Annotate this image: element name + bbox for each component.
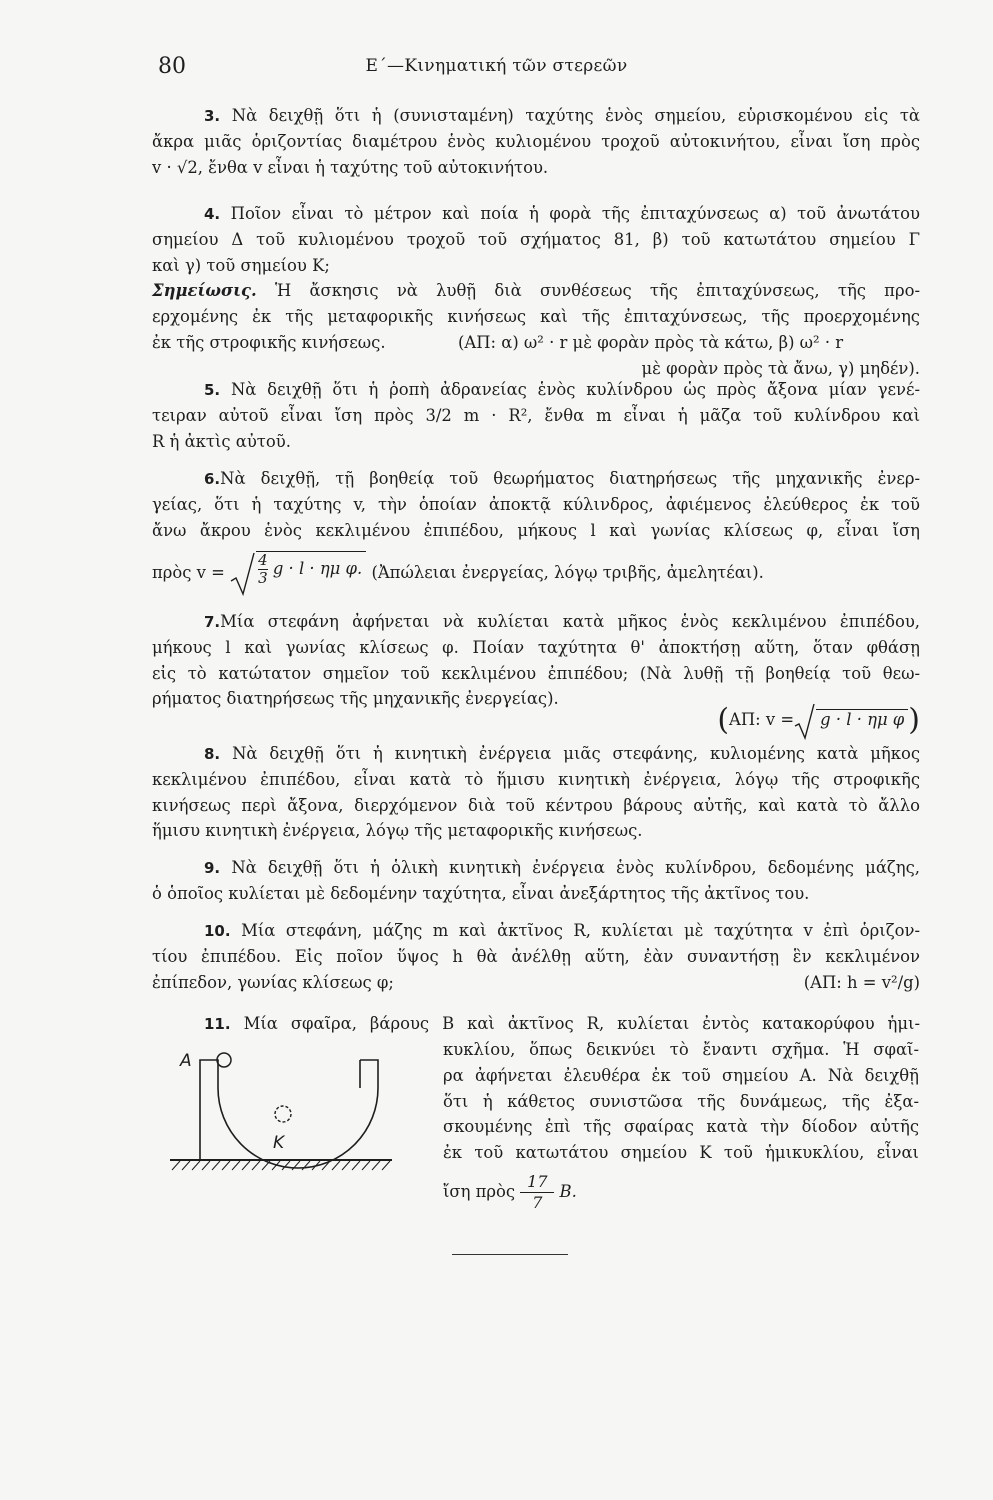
- note-line-1: Σημείωσις. Ἡ ἄσκησις νὰ λυθῇ διὰ συνθέσεως τῆς ἐπιταχύνσεως, τῆς προ-: [152, 281, 920, 301]
- exercise-3-line-3: v · √2, ἔνθα v εἶναι ἡ ταχύτης τοῦ αὐτοκινήτου.: [152, 157, 549, 177]
- exercise-number: 9.: [204, 859, 221, 877]
- exercise-7-line-1: 7.Μία στεφάνη ἀφήνεται νὰ κυλίεται κατὰ μῆκος ἑνὸς κεκλιμένου ἐπιπέδου,: [204, 612, 920, 631]
- exercise-9-line-2: ὁ ὁποῖος κυλίεται μὲ δεδομένην ταχύτητα, εἶναι ἀνεξάρτητος τῆς ἀκτῖνος του.: [152, 883, 810, 903]
- ball-bottom-icon: [275, 1106, 291, 1122]
- radical-sign-icon: [230, 551, 256, 597]
- fraction-17-7: $\frac{17}{7}$: [520, 1172, 554, 1213]
- exercise-10-line-3: ἐπίπεδον, γωνίας κλίσεως φ; (ΑΠ: h = v²/g): [152, 970, 920, 996]
- exercise-11-line-1: 11. Μία σφαῖρα, βάρους B καὶ ἀκτῖνος R, κυλίεται ἐντὸς κατακορύφου ἡμι-: [204, 1014, 920, 1033]
- label-a: A: [180, 1051, 192, 1071]
- exercise-number: 10.: [204, 922, 231, 940]
- exercise-11-line-4: ὅτι ἡ κάθετος συνιστῶσα τῆς δυνάμεως, τῆς ἐξα-: [443, 1091, 919, 1111]
- exercise-10-line-1: 10. Μία στεφάνη, μάζης m καὶ ἀκτῖνος R, κυλίεται μὲ ταχύτητα v ἐπὶ ὁριζον-: [204, 921, 920, 940]
- exercise-8-line-4: ἥμισυ κινητικὴ ἐνέργεια, λόγῳ τῆς μεταφορικῆς κινήσεως.: [152, 821, 643, 841]
- exercise-10-line-2: τίου ἐπιπέδου. Εἰς ποῖον ὕψος h θὰ ἀνέλθῃ αὕτη, ἐὰν συναντήσῃ ἓν κεκλιμένον: [152, 946, 920, 966]
- exercise-11-body: [443, 1037, 919, 1218]
- formula-rest: g · l · ημ φ.: [272, 558, 363, 578]
- note-line-3: ἐκ τῆς στροφικῆς κινήσεως. (ΑΠ: α) ω² · r μὲ φορὰν πρὸς τὰ κάτω, β) ω² · r: [152, 330, 920, 356]
- exercise-8-line-3: κινήσεως περὶ ἄξονα, διερχόμενον διὰ τοῦ κέντρου βάρους αὐτῆς, καὶ κατὰ τὸ ἄλλο: [152, 795, 920, 815]
- exercise-5-line-1: 5. Νὰ δειχθῇ ὅτι ἡ ῥοπὴ ἀδρανείας ἑνὸς κυλίνδρου ὡς πρὸς ἄξονα μίαν γενέ-: [204, 380, 920, 399]
- exercise-number: 8.: [204, 745, 221, 763]
- section-divider: [452, 1254, 568, 1255]
- note-label: Σημείωσις.: [152, 281, 257, 301]
- exercise-number: 4.: [204, 205, 221, 223]
- exercise-7-line-2: μήκους l καὶ γωνίας κλίσεως φ. Ποίαν ταχύτητα θ' ἀποκτήσῃ αὕτη, ὅταν φθάσῃ: [152, 637, 920, 657]
- formula-note: (Ἀπώλειαι ἐνεργείας, λόγῳ τριβῆς, ἀμελητέαι).: [371, 563, 764, 583]
- exercise-8-line-1: 8. Νὰ δειχθῇ ὅτι ἡ κινητικὴ ἐνέργεια μιᾶς στεφάνης, κυλιομένης κατὰ μῆκος: [204, 744, 920, 763]
- note-line-2: ερχομένης ἐκ τῆς μεταφορικῆς κινήσεως καὶ τῆς ἐπιταχύνσεως, τῆς προερχομένης: [152, 307, 920, 327]
- exercise-8-line-2: κεκλιμένου ἐπιπέδου, εἶναι κατὰ τὸ ἥμισυ κινητικὴ ἐνέργεια, λόγῳ τῆς στροφικῆς: [152, 769, 920, 789]
- exercise-5-line-2: τειραν αὐτοῦ εἶναι ἴση πρὸς 3/2 m · R², ἔνθα m εἶναι ἡ μᾶζα τοῦ κυλίνδρου καὶ: [152, 405, 920, 425]
- exercise-11-result: ἴση πρὸς $\frac{17}{7}$ B.: [443, 1171, 577, 1212]
- exercise-11-line-3: ρα ἀφήνεται ἐλευθέρα ἐκ τοῦ σημείου Α. Νὰ δειχθῇ: [443, 1065, 919, 1085]
- exercise-9: [152, 855, 920, 907]
- ball-start-icon: [217, 1053, 231, 1067]
- exercise-10: [152, 918, 920, 995]
- exercise-7: [152, 609, 920, 740]
- exercise-number: 7.: [204, 613, 221, 631]
- exercise-3: [152, 103, 920, 180]
- radical-sign-icon: [794, 702, 816, 740]
- exercise-11-line-5: σκουμένης ἐπὶ τῆς σφαίρας κατὰ τὴν δίοδον αὐτῆς: [443, 1117, 919, 1137]
- exercise-6-formula: [152, 549, 920, 597]
- exercise-6-line-1: 6.Νὰ δειχθῇ, τῇ βοηθείᾳ τοῦ θεωρήματος διατηρήσεως τῆς μηχανικῆς ἐνερ-: [204, 469, 920, 488]
- exercise-6: [152, 466, 920, 597]
- answer-10: (ΑΠ: h = v²/g): [803, 972, 920, 992]
- exercise-4: [152, 201, 920, 382]
- track-shape: [200, 1060, 378, 1168]
- running-title: Ε΄—Κινηματική τῶν στερεῶν: [365, 56, 628, 76]
- exercise-3-line-1: 3. Νὰ δειχθῇ ὅτι ἡ (συνισταμένη) ταχύτης ἑνὸς σημείου, εὑρισκομένου εἰς τὰ: [204, 106, 920, 125]
- exercise-4-line-3: καὶ γ) τοῦ σημείου Κ;: [152, 255, 330, 275]
- answer-4b: μὲ φορὰν πρὸς τὰ ἄνω, γ) μηδέν).: [641, 358, 920, 378]
- semicircle-track-figure: [160, 1048, 400, 1178]
- page-number: 80: [158, 54, 186, 79]
- answer-4a: (ΑΠ: α) ω² · r μὲ φορὰν πρὸς τὰ κάτω, β) ω² · r: [458, 332, 844, 352]
- exercise-number: 3.: [204, 107, 221, 125]
- exercise-11-line-6: ἐκ τοῦ κατωτάτου σημείου Κ τοῦ ἡμικυκλίου, εἶναι: [443, 1143, 919, 1163]
- exercise-6-line-3: ἄνω ἄκρου ἑνὸς κεκλιμένου ἐπιπέδου, μήκους l καὶ γωνίας κλίσεως φ, εἶναι ἴση: [152, 520, 920, 540]
- exercise-9-line-1: 9. Νὰ δειχθῇ ὅτι ἡ ὁλικὴ κινητικὴ ἐνέργεια ἑνὸς κυλίνδρου, δεδομένης μάζης,: [204, 858, 920, 877]
- answer-7: (ΑΠ: v = g · l · ημ φ ): [717, 702, 920, 738]
- exercise-5-line-3: R ἡ ἀκτὶς αὐτοῦ.: [152, 431, 291, 451]
- exercise-4-line-1: 4. Ποῖον εἶναι τὸ μέτρον καὶ ποία ἡ φορὰ τῆς ἐπιταχύνσεως α) τοῦ ἀνωτάτου: [204, 204, 920, 223]
- exercise-6-line-2: γείας, ὅτι ἡ ταχύτης v, τὴν ὁποίαν ἀποκτᾷ κύλινδρος, ἀφιέμενος ἐλεύθερος ἐκ τοῦ: [152, 494, 920, 514]
- exercise-number: 11.: [204, 1015, 231, 1033]
- exercise-7-line-4: ρήματος διατηρήσεως τῆς μηχανικῆς ἐνεργείας).: [152, 689, 559, 709]
- exercise-5: [152, 377, 920, 454]
- exercise-number: 6.: [204, 470, 221, 488]
- exercise-8: [152, 741, 920, 844]
- exercise-3-line-2: ἄκρα μιᾶς ὁριζοντίας διαμέτρου ἑνὸς κυλιομένου τροχοῦ αὐτοκινήτου, εἶναι ἴση πρὸς: [152, 131, 920, 151]
- formula-prefix: πρὸς v =: [152, 563, 225, 583]
- fraction-4-3: $\frac{4}{3}$: [258, 550, 268, 587]
- exercise-number: 5.: [204, 381, 221, 399]
- exercise-7-line-3: εἰς τὸ κατώτατον σημεῖον τοῦ κεκλιμένου ἐπιπέδου; (Νὰ λυθῇ τῇ βοηθείᾳ τοῦ θεω-: [152, 663, 920, 683]
- exercise-11-line-2: κυκλίου, ὅπως δεικνύει τὸ ἔναντι σχῆμα. Ἡ σφαῖ-: [443, 1040, 919, 1059]
- label-k: K: [273, 1133, 285, 1153]
- exercise-4-line-2: σημείου Δ τοῦ κυλιομένου τροχοῦ τοῦ σχήματος 81, β) τοῦ κατωτάτου σημείου Γ: [152, 229, 920, 249]
- exercise-11: [152, 1011, 920, 1037]
